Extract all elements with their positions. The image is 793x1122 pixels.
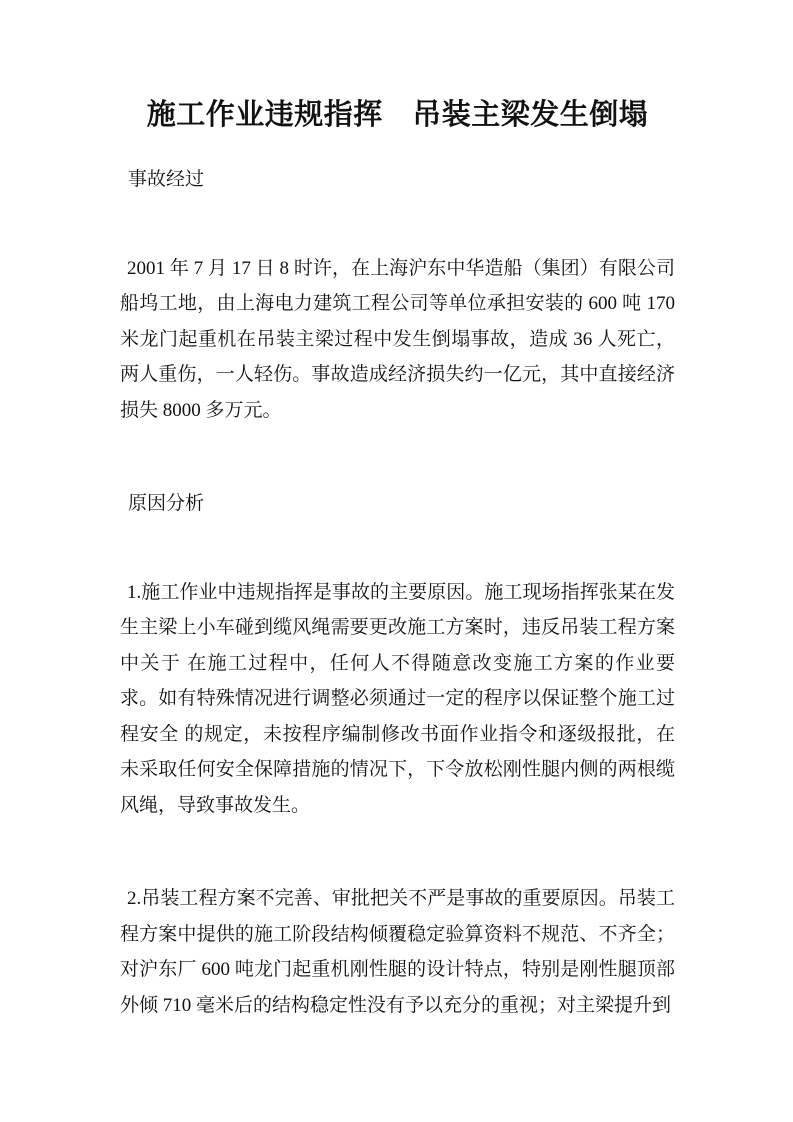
section-cause-analysis-heading: 原因分析 xyxy=(128,493,205,514)
section-cause-analysis xyxy=(120,486,675,1023)
section-accident-course-heading: 事故经过 xyxy=(128,169,205,190)
accident-course-paragraph: 2001 年 7 月 17 日 8 时许，在上海沪东中华造船（集团）有限公司船坞工地，由上海电力建筑工程公司等单位承担安装的 600 吨 170 米龙门起重机在吊装主梁过程中发生倒塌事故，造成 36 人死亡，两人重伤，一人轻伤。事故造成经济损失约一亿元，其中直接经济损失 8000 多万元。 xyxy=(120,257,675,421)
section-accident-course xyxy=(120,162,675,428)
cause-analysis-paragraph-1: 1.施工作业中违规指挥是事故的主要原因。施工现场指挥张某在发生主梁上小车碰到缆风绳需要更改施工方案时，违反吊装工程方案中关于 在施工过程中，任何人不得随意改变施工方案的作业要求。如有特殊情况进行调整必须通过一定的程序以保证整个施工过程安全 的规定，未按程序编制修改书面作业指令和逐级报批，在未采取任何安全保障措施的情况下，下令放松刚性腿内侧的两根缆风绳，导致事故发生。 xyxy=(120,581,675,816)
document-title: 施工作业违规指挥 吊装主梁发生倒塌 xyxy=(146,99,649,131)
cause-analysis-paragraph-2: 2.吊装工程方案不完善、审批把关不严是事故的重要原因。吊装工程方案中提供的施工阶段结构倾覆稳定验算资料不规范、不齐全；对沪东厂 600 吨龙门起重机刚性腿的设计特点，特别是刚性腿顶部外倾 710 毫米后的结构稳定性没有予以充分的重视；对主梁提升到 xyxy=(120,888,675,1016)
